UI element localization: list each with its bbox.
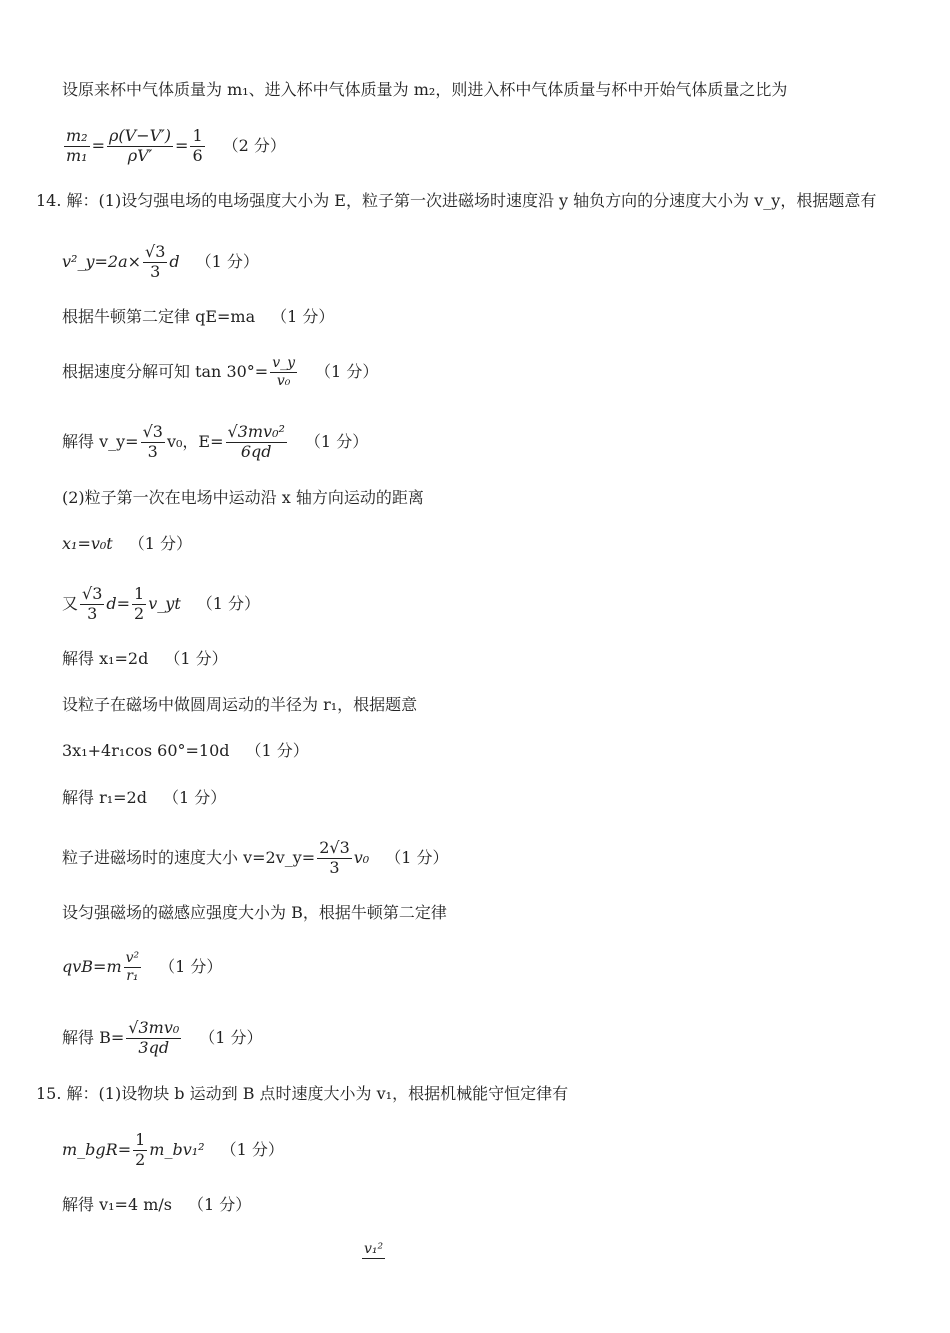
points-label: （1 分） xyxy=(159,957,223,977)
fraction: $\frac{1}{6}$ xyxy=(192,126,203,165)
fraction: $\frac{\text{√3mv₀²}}{6qd}$ xyxy=(227,422,285,461)
paragraph-text: 设原来杯中气体质量为 m₁、进入杯中气体质量为 m₂，则进入杯中气体质量与杯中开始气体质量之比为 xyxy=(62,80,788,99)
text-line: 设粒子在磁场中做圆周运动的半径为 r₁，根据题意 xyxy=(62,695,418,714)
equation-line: 根据牛顿第二定律 qE=ma （1 分） xyxy=(62,307,335,326)
equation-line: 根据速度分解可知 tan 30°= $\frac{v\_y}{\text{v₀}}$ （1 分） xyxy=(62,355,379,389)
equation-line: x₁=v₀t （1 分） xyxy=(62,534,193,553)
points-label: （1 分） xyxy=(188,1195,252,1214)
equation-line: 解得 B= $\frac{\text{√3mv₀}}{3qd}$ （1 分） xyxy=(62,1018,263,1057)
fraction: $\frac{1}{2}$ xyxy=(135,1130,146,1169)
points-label: （1 分） xyxy=(245,741,309,760)
points-label: （1 分） xyxy=(164,649,228,668)
fraction: $\frac{v\_y}{\text{v₀}}$ xyxy=(272,355,296,389)
question-15-heading: 15. 解：(1)设物块 b 运动到 B 点时速度大小为 v₁，根据机械能守恒定律有 xyxy=(36,1084,569,1103)
equation-line: $\frac{\text{m₂}}{\text{m₁}}$ = $\frac{\rho(V-V')}{\rho V'}$ = $\frac{1}{6}$ （2 分） xyxy=(66,126,286,165)
points-label: （1 分） xyxy=(271,307,335,326)
question-14-heading: 14. 解：(1)设匀强电场的电场强度大小为 E，粒子第一次进磁场时速度沿 y 轴负方向的分速度大小为 v_y，根据题意有 xyxy=(36,191,877,210)
points-label: （1 分） xyxy=(304,432,369,452)
fraction: $\frac{\text{v²}}{\text{r₁}}$ xyxy=(125,950,140,984)
text-line: 设匀强磁场的磁感应强度大小为 B，根据牛顿第二定律 xyxy=(62,903,447,922)
equation-line: 又 $\frac{√3}{3}$ d= $\frac{1}{2}$ v_yt （1 分） xyxy=(62,584,261,623)
equation-line: 解得 v_y= $\frac{√3}{3}$ v₀，E= $\frac{\text{√3mv₀²}}{6qd}$ （1 分） xyxy=(62,422,369,461)
equation-line: 解得 x₁=2d （1 分） xyxy=(62,649,228,668)
points-label: （1 分） xyxy=(162,788,227,807)
text-line xyxy=(62,82,787,98)
points-label: （1 分） xyxy=(199,1028,263,1048)
equation-line: 粒子进磁场时的速度大小 v=2v_y= $\frac{2√3}{3}$ v₀ （1 分） xyxy=(62,838,449,877)
points-label: （1 分） xyxy=(220,1140,284,1160)
points-label: （1 分） xyxy=(385,848,449,868)
points-label: （1 分） xyxy=(128,534,193,553)
fraction: $\frac{\text{m₂}}{\text{m₁}}$ xyxy=(66,126,88,165)
equation-line: m_bgR= $\frac{1}{2}$ m_bv₁² （1 分） xyxy=(62,1130,284,1169)
points-label: （2 分） xyxy=(222,136,286,156)
cut-off-numerator: v₁² xyxy=(364,1241,384,1257)
equation-line: v²_y=2a× $\frac{√3}{3}$ d （1 分） xyxy=(62,242,259,281)
fraction: $\frac{√3}{3}$ xyxy=(82,584,103,623)
fraction: $\frac{\rho(V-V')}{\rho V'}$ xyxy=(109,126,172,165)
points-label: （1 分） xyxy=(315,362,379,382)
points-label: （1 分） xyxy=(196,594,261,614)
fraction: $\frac{1}{2}$ xyxy=(134,584,145,623)
fraction: $\frac{2√3}{3}$ xyxy=(319,838,350,877)
equation-line: qvB=m $\frac{\text{v²}}{\text{r₁}}$ （1 分） xyxy=(62,950,223,984)
fraction: $\frac{\text{√3mv₀}}{3qd}$ xyxy=(128,1018,180,1057)
equation-line: 解得 r₁=2d （1 分） xyxy=(62,788,227,807)
text-line: (2)粒子第一次在电场中运动沿 x 轴方向运动的距离 xyxy=(62,488,424,507)
points-label: （1 分） xyxy=(195,252,259,272)
fraction: $\frac{√3}{3}$ xyxy=(142,422,163,461)
fraction: $\frac{√3}{3}$ xyxy=(145,242,166,281)
equation-line: 3x₁+4r₁cos 60°=10d （1 分） xyxy=(62,741,309,760)
equation-line: 解得 v₁=4 m/s （1 分） xyxy=(62,1195,252,1214)
